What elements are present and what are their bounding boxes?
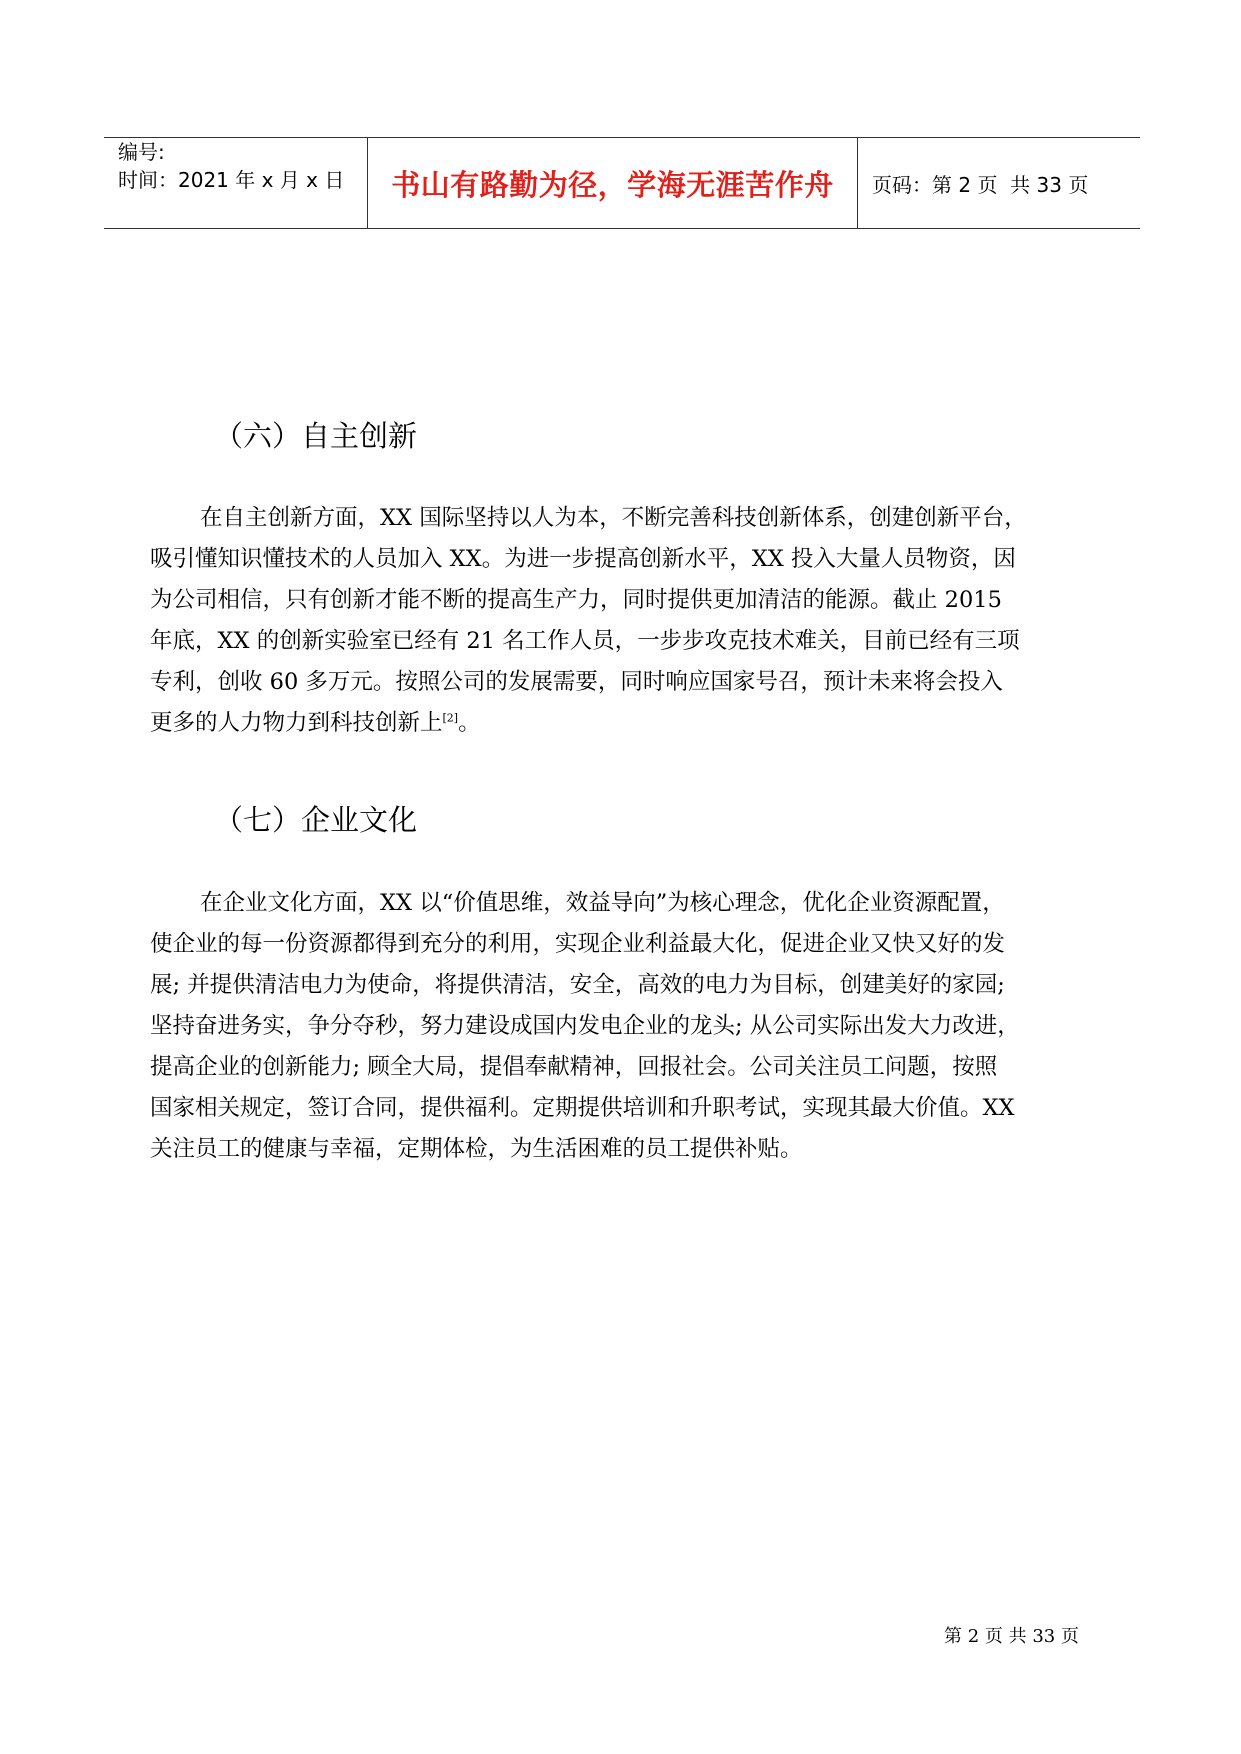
section-paragraph-innovation <box>150 498 1090 744</box>
header-page-info: 页码：第 2 页 共 33 页 <box>872 172 1089 197</box>
paragraph-line: 在自主创新方面，XX 国际坚持以人为本，不断完善科技创新体系，创建创新平台， <box>200 505 1027 531</box>
paragraph-line: 在企业文化方面，XX 以“价值思维，效益导向”为核心理念，优化企业资源配置， <box>200 890 1005 916</box>
paragraph-line: 展; 并提供清洁电力为使命，将提供清洁，安全，高效的电力为目标，创建美好的家园; <box>150 972 1005 998</box>
paragraph-line: 坚持奋进务实，争分夺秒，努力建设成国内发电企业的龙头; 从公司实际出发大力改进， <box>150 1013 1020 1039</box>
section-heading-culture: （七）企业文化 <box>214 803 418 837</box>
paragraph-line-last <box>150 703 1090 744</box>
paragraph-line: 关注员工的健康与幸福，定期体检，为生活困难的员工提供补贴。 <box>150 1136 803 1162</box>
sentence-end-mark: 。 <box>458 710 481 736</box>
header-meta-cell <box>104 138 368 228</box>
paragraph-line: 国家相关规定，签订合同，提供福利。定期提供培训和升职考试，实现其最大价值。XX <box>150 1095 1015 1121</box>
paragraph-line-text: 更多的人力物力到科技创新上 <box>150 710 443 736</box>
document-header <box>104 137 1140 229</box>
header-motto: 书山有路勤为径，学海无涯苦作舟 <box>368 138 858 228</box>
citation-reference[interactable]: [2] <box>442 711 459 725</box>
paragraph-line: 吸引懂知识懂技术的人员加入 XX。为进一步提高创新水平，XX 投入大量人员物资，因 <box>150 546 1016 572</box>
serial-number-label: 编号: <box>118 140 165 164</box>
paragraph-line: 使企业的每一份资源都得到充分的利用，实现企业利益最大化，促进企业又快又好的发 <box>150 931 1006 957</box>
page-footer: 第 2 页 共 33 页 <box>944 1626 1079 1647</box>
section-heading-innovation: （六）自主创新 <box>214 419 418 453</box>
date-text: 时间：2021 年 x 月 x 日 <box>118 168 345 192</box>
paragraph-line: 年底，XX 的创新实验室已经有 21 名工作人员，一步步攻克技术难关，目前已经有三项 <box>150 628 1020 654</box>
section-paragraph-culture <box>150 883 1090 1170</box>
paragraph-line: 专利，创收 60 多万元。按照公司的发展需要，同时响应国家号召，预计未来将会投入 <box>150 669 1003 695</box>
paragraph-line: 提高企业的创新能力; 顾全大局，提倡奉献精神，回报社会。公司关注员工问题，按照 <box>150 1054 998 1080</box>
paragraph-line: 为公司相信，只有创新才能不断的提高生产力，同时提供更加清洁的能源。截止 2015 <box>150 587 1002 613</box>
